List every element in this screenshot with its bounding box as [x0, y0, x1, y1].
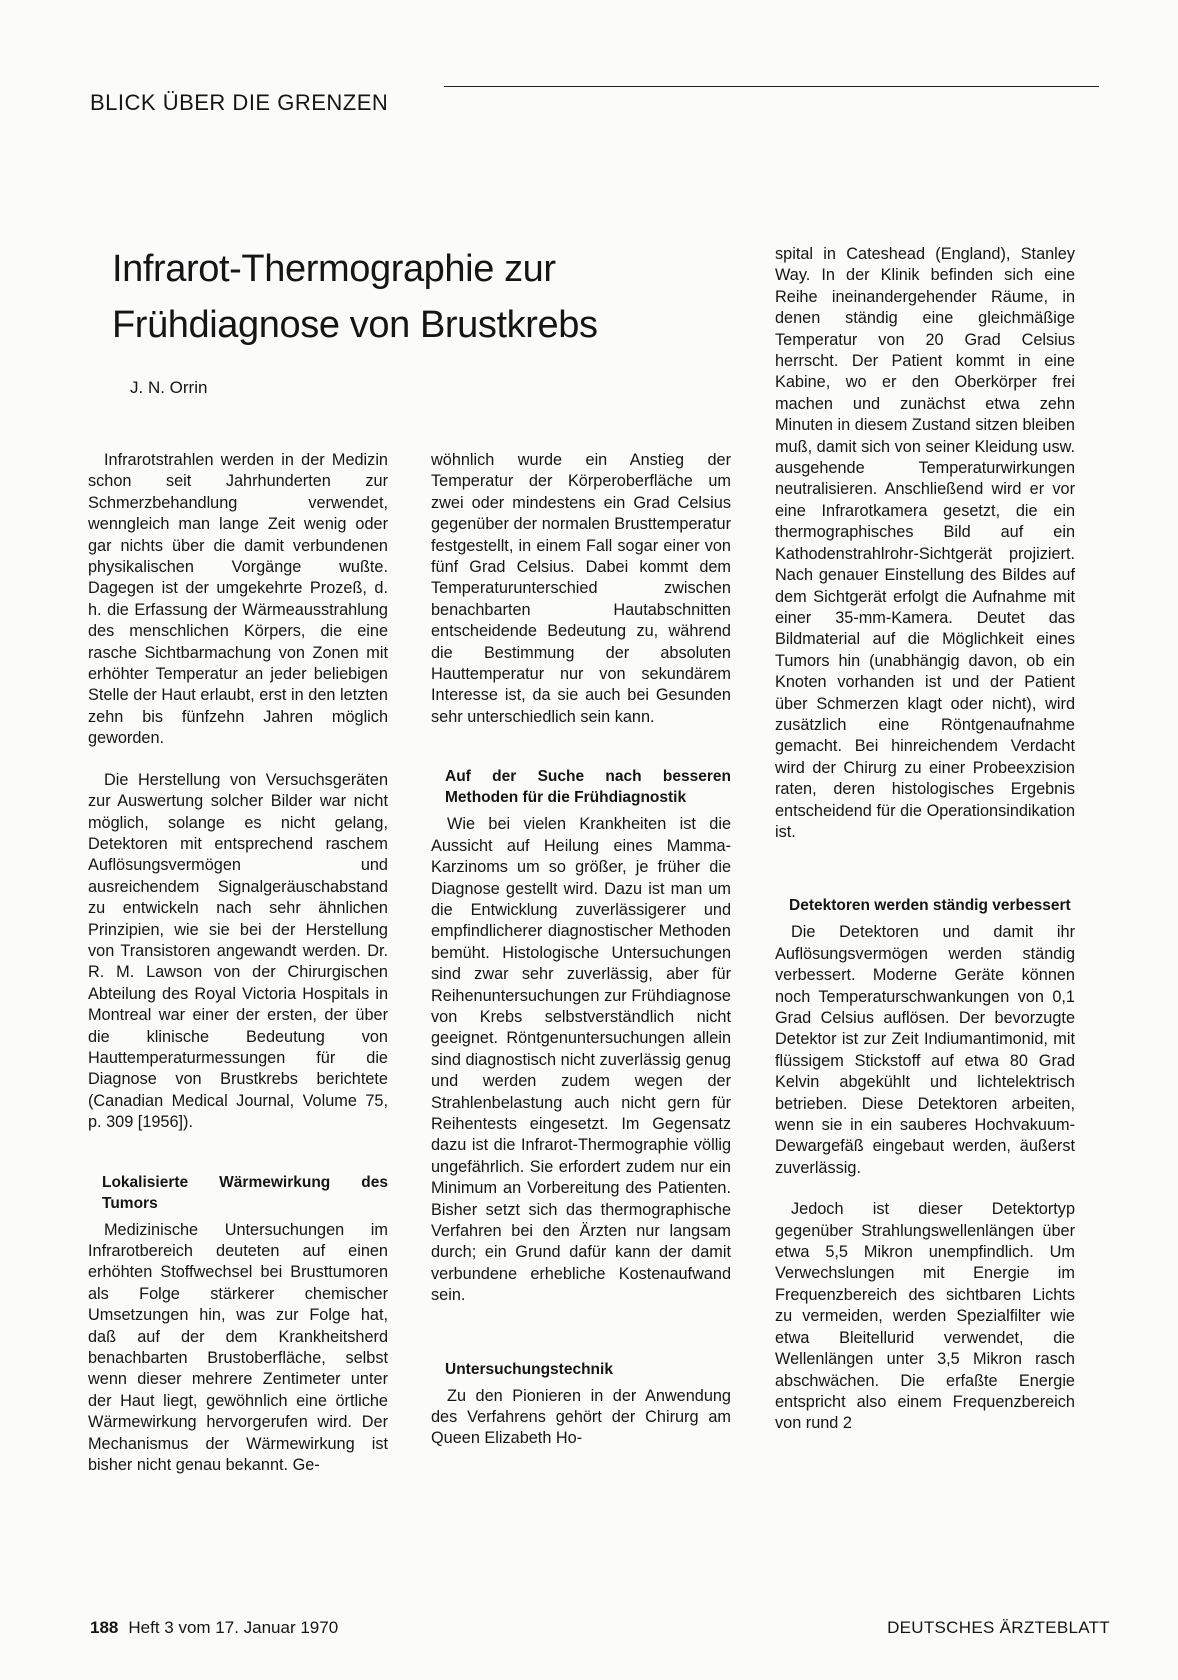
- text-column-3: [775, 244, 1075, 1435]
- page-footer-left: [90, 1618, 338, 1638]
- subheading: Untersuchungstechnik: [445, 1360, 613, 1378]
- paragraph: Die Herstellung von Versuchsgeräten zur Auswertung solcher Bilder war nicht möglich, solange es nicht gelang, Detektoren mit entsprechend raschem Auflösungsvermögen und ausreichendem Signalgeräuschabstand zu entwickeln nach sehr ähnlichen Prinzipien, wie sie bei der Herstellung von Transistoren angewandt werden. Dr. R. M. Lawson von der Chirurgischen Abteilung des Royal Victoria Hospitals in Montreal war einer der ersten, der über die klinische Bedeutung von Hauttemperaturmessungen für die Diagnose von Brustkrebs berichtete (Canadian Medical Journal, Volume 75, p. 309 [1956]).: [88, 770, 388, 1132]
- page-number: 188: [90, 1618, 119, 1637]
- paragraph: Wie bei vielen Krankheiten ist die Aussicht auf Heilung eines Mamma-Karzinoms um so größer, je früher die Diagnose gestellt wird. Dazu ist man um die Entwicklung zuverlässigerer und empfindlicherer diagnostischer Methoden bemüht. Histologische Untersuchungen sind zwar sehr zuverlässig, aber für Reihenuntersuchungen zur Frühdiagnose von Krebs selbstverständlich nicht geeignet. Röntgenuntersuchungen allein sind diagnostisch nicht zuverlässig genug und werden zudem wegen der Strahlenbelastung auch nicht gern für Reihentests eingesetzt. Im Gegensatz dazu ist die Infrarot-Thermographie völlig ungefährlich. Sie erfordert zudem nur ein Minimum an Vorbereitung des Patienten. Bisher setzt sich das thermographische Verfahren bei den Ärzten nur langsam durch; ein Grund dafür kann der damit verbundene erhebliche Kostenaufwand sein.: [431, 815, 731, 1305]
- section-rubric: BLICK ÜBER DIE GRENZEN: [90, 90, 389, 115]
- paragraph: Jedoch ist dieser Detektortyp gegenüber Strahlungswellenlängen über etwa 5,5 Mikron unempfindlich. Um Verwechslungen mit Energie im Frequenzbereich des sichtbaren Lichts zu vermeiden, werden Spezialfilter wie etwa Bleitellurid verwendet, die Wellenlängen unter 3,5 Mikron rasch abschwächen. Die erfaßte Energie entspricht also einem Frequenzbereich von rund 2: [775, 1200, 1075, 1433]
- subheading: Lokalisierte Wärmewirkung des Tumors: [102, 1173, 388, 1212]
- title-line-1: Infrarot-Thermographie zur: [112, 248, 556, 290]
- paragraph: Infrarotstrahlen werden in der Medizin schon seit Jahrhunderten zur Schmerzbehandlung verwendet, wenngleich man lange Zeit wenig oder gar nichts über die damit verbundenen physikalischen Vorgänge wußte. Dagegen ist der umgekehrte Prozeß, d. h. die Erfassung der Wärmeausstrahlung des menschlichen Körpers, die eine rasche Sichtbarmachung von Zonen mit erhöhter Temperatur an jeder beliebigen Stelle der Haut erlaubt, erst in den letzten zehn bis fünfzehn Jahren möglich geworden.: [88, 451, 388, 748]
- paragraph: Die Detektoren und damit ihr Auflösungsvermögen werden ständig verbessert. Moderne Geräte können noch Temperaturschwankungen von 0,1 Grad Celsius auflösen. Der bevorzugte Detektor ist zur Zeit Indiumantimonid, mit flüssigem Stickstoff auf etwa 80 Grad Kelvin abgekühlt und lichtelektrisch betrieben. Diese Detektoren arbeiten, wenn sie in ein sauberes Hochvakuum-Dewargefäß eingebaut werden, äußerst zuverlässig.: [775, 923, 1075, 1177]
- title-line-2: Frühdiagnose von Brustkrebs: [112, 304, 598, 346]
- text-column-1: [88, 450, 388, 1476]
- article-title: [112, 241, 752, 353]
- paragraph: spital in Cateshead (England), Stanley Way. In der Klinik befinden sich eine Reihe ineinandergehender Räume, in denen ständig eine gleichmäßige Temperatur von 20 Grad Celsius herrscht. Der Patient kommt in eine Kabine, wo er den Oberkörper frei machen und zunächst etwa zehn Minuten in diesem Zustand sitzen bleiben muß, damit sich von seiner Kleidung usw. ausgehende Temperaturwirkungen neutralisieren. Anschließend wird er vor eine Infrarotkamera gesetzt, die ein thermographisches Bild auf ein Kathodenstrahlrohr-Sichtgerät projiziert. Nach genauer Einstellung des Bildes auf dem Sichtgerät erfolgt die Aufnahme mit einer 35-mm-Kamera. Deutet das Bildmaterial auf die Möglichkeit eines Tumors hin (unabhängig davon, ob ein Knoten vorhanden ist und der Patient über Schmerzen klagt oder nicht), wird zusätzlich eine Röntgenaufnahme gemacht. Bei hinreichendem Verdacht wird der Chirurg zu einer Probeexzision raten, deren histologisches Ergebnis entscheidend für die Operationsindikation ist.: [775, 245, 1075, 841]
- paragraph: wöhnlich wurde ein Anstieg der Temperatur der Körperoberfläche um zwei oder mindestens ein Grad Celsius gegenüber der normalen Brusttemperatur festgestellt, in einem Fall sogar einer von fünf Grad Celsius. Dabei kommt dem Temperaturunterschied zwischen benachbarten Hautabschnitten entscheidende Bedeutung zu, während die Bestimmung der absoluten Hauttemperatur nur von sekundärem Interesse ist, da sie auch bei Gesunden sehr unterschiedlich sein kann.: [431, 451, 731, 726]
- paragraph: Medizinische Untersuchungen im Infrarotbereich deuteten auf einen erhöhten Stoffwechsel bei Brusttumoren als Folge stärkerer chemischer Umsetzungen hin, was zur Folge hat, daß auf der dem Krankheitsherd benachbarten Brustoberfläche, selbst wenn dieser mehrere Zentimeter unter der Haut liegt, gewöhnlich eine örtliche Wärmewirkung hervorgerufen wird. Der Mechanismus der Wärmewirkung ist bisher nicht genau bekannt. Ge-: [88, 1220, 388, 1475]
- subheading: Auf der Suche nach besseren Methoden für die Frühdiagnostik: [445, 768, 731, 807]
- subheading: Detektoren werden ständig verbessert: [789, 897, 1071, 915]
- header-rule: [444, 86, 1099, 87]
- paragraph: Zu den Pionieren in der Anwendung des Verfahrens gehört der Chirurg am Queen Elizabeth Ho-: [431, 1386, 731, 1448]
- text-column-2: [431, 450, 731, 1450]
- issue-info: Heft 3 vom 17. Januar 1970: [128, 1618, 339, 1637]
- article-author: J. N. Orrin: [130, 378, 208, 397]
- journal-name: DEUTSCHES ÄRZTEBLATT: [887, 1618, 1110, 1637]
